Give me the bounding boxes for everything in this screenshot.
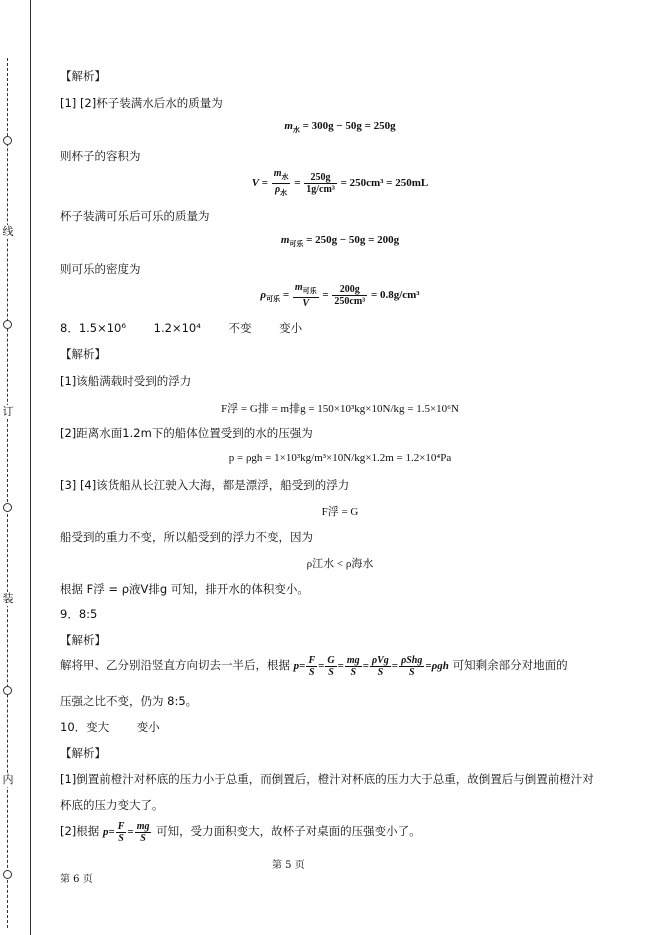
answer-item: 不变 [228,321,252,335]
eq-subscript: 可乐 [289,240,304,249]
eq-equals: = [294,177,301,190]
equation-density-compare: ρ江水 < ρ海水 [306,558,374,570]
analysis-heading: 【解析】 [60,69,106,83]
eq-subscript: 水 [281,173,289,181]
text-line: [1]该船满载时受到的浮力 [60,374,192,388]
text-segment: 解将甲、乙分别沿竖直方向切去一半后，根据 [60,658,290,673]
eq-symbol: V = [251,177,268,190]
equation-volume [60,168,620,199]
text-line: 船受到的重力不变，所以船受到的浮力不变，因为 [60,530,313,544]
text-line: 根据 F浮 = ρ液V排g 可知，排开水的体积变小。 [60,582,309,596]
text-line: 压强之比不变，仍为 8:5。 [60,694,198,708]
frac-den: ρ [275,184,281,195]
frac-num: m [273,168,282,179]
frac-den: 250cm³ [334,296,366,307]
eq-symbol: ρ [260,289,267,302]
frac-den: V [302,298,310,309]
eq-equals: = [282,289,290,302]
frac-num: m [294,282,303,293]
eq-rhs: = 0.8g/cm³ [370,289,420,302]
text-line: 杯子装满可乐后可乐的质量为 [60,209,210,223]
eq-rhs: = 250cm³ = 250mL [340,177,429,190]
page-number-left: 第 6 页 [60,874,93,885]
eq-equals: = [322,289,329,302]
text-segment: [2]根据 [60,824,100,839]
fraction [304,172,337,195]
text-line-with-formula [60,821,421,844]
binding-margin [0,0,31,935]
eq-subscript: 水 [292,126,300,135]
binding-hole [3,320,12,329]
binding-hole [3,686,12,695]
equation-float: F浮 = G [321,506,359,518]
equation-density [60,282,620,309]
text-line: 则杯子的容积为 [60,149,141,163]
text-line: [2]距离水面1.2m下的船体位置受到的水的压强为 [60,426,313,440]
answer-line-q9: 9．8:5 [60,607,98,621]
binding-char-nei: 内 [2,773,14,786]
binding-hole [3,503,12,512]
answer-line-q8 [60,320,302,336]
equation-pressure: p = ρgh = 1×10³kg/m³×10N/kg×1.2m = 1.2×10⁴Pa [228,452,452,464]
eq-rhs: = 300g − 50g = 250g [302,120,396,132]
pressure-formula: p= $\frac{F}{S}$ = $\frac{G}{S}$ = $\frac{mg}{S}$ = $\frac{\text{ρVg}}{S}$ = $\frac{\text{ρShg}}{S}$ =ρgh [293,655,449,678]
binding-char-ding: 订 [2,405,14,418]
equation-mass-water [60,120,620,135]
analysis-heading: 【解析】 [60,746,106,760]
binding-char-zhuang: 装 [2,592,14,605]
binding-dotted-line [7,58,8,928]
analysis-heading: 【解析】 [60,633,106,647]
fraction [332,284,367,307]
text-line: [1] [2]杯子装满水后水的质量为 [60,96,223,110]
text-line: [3] [4]该货船从长江驶入大海，都是漂浮，船受到的浮力 [60,478,350,492]
binding-char-xian: 线 [2,225,14,238]
equation-mass-cola [60,234,620,249]
answer-item: 变小 [279,321,303,335]
answer-item: 变小 [136,720,160,734]
page-number-center: 第 5 页 [272,860,305,871]
pressure-formula: p= $\frac{F}{S}$ = $\frac{mg}{S}$ [102,821,150,844]
eq-subscript: 可乐 [302,287,317,295]
answer-item: 1.2×10⁴ [153,321,201,335]
binding-hole [3,136,12,145]
fraction [272,168,291,199]
analysis-heading: 【解析】 [60,347,106,361]
text-line-with-formula [60,655,568,678]
eq-symbol: m [280,234,290,246]
frac-den: 1g/cm³ [306,184,335,195]
binding-hole [3,870,12,879]
text-segment: 可知剩余部分对地面的 [452,658,568,673]
text-line: [1]倒置前橙汁对杯底的压力小于总重，而倒置后，橙汁对杯底的压力大于总重，故倒置后与倒置前橙汁对 [60,772,594,786]
eq-subscript: 水 [280,189,288,197]
eq-symbol: m [284,120,293,132]
text-segment: 可知，受力面积变大，故杯子对桌面的压强变小了。 [156,824,421,839]
answer-head: 10．变大 [60,720,110,734]
fraction [293,282,319,309]
text-line: 杯底的压力变大了。 [60,798,164,812]
answer-line-q10 [60,719,160,735]
frac-num: 250g [304,172,337,184]
eq-subscript: 可乐 [266,295,281,304]
frac-num: 200g [332,284,367,296]
equation-buoyancy: F浮 = G排 = m排g = 150×10³kg×10N/kg = 1.5×10⁶N [221,403,459,415]
answer-head: 8．1.5×10⁶ [60,321,126,335]
text-line: 则可乐的密度为 [60,262,141,276]
eq-rhs: = 250g − 50g = 200g [306,234,400,246]
